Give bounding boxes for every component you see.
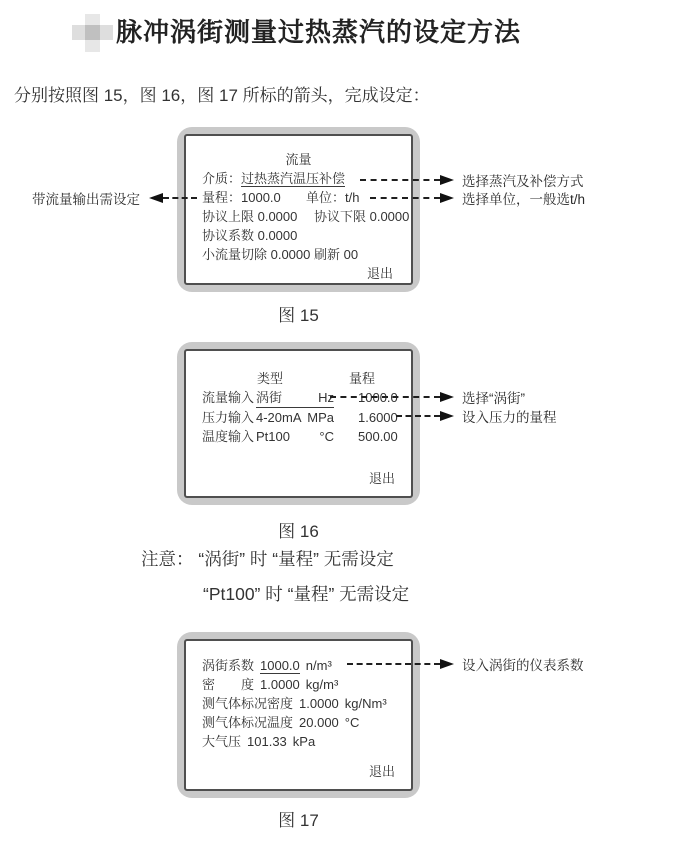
figure16-screen-display bbox=[184, 349, 413, 498]
row-label: 大气压 bbox=[202, 734, 242, 749]
unit-label: 单位： bbox=[306, 190, 346, 205]
medium-value: 过热蒸汽温压补偿 bbox=[241, 171, 346, 186]
small-flow-line bbox=[202, 245, 395, 264]
row-type: 涡街 bbox=[256, 390, 283, 405]
annotation-label: 选择蒸汽及补偿方式 bbox=[462, 174, 584, 189]
figure15-screen bbox=[177, 127, 420, 292]
note-line-1: 注意： “涡街” 时 “量程” 无需设定 bbox=[141, 549, 394, 569]
note-line-2: “Pt100” 时 “量程” 无需设定 bbox=[203, 584, 410, 604]
row-value: 101.33 bbox=[247, 734, 287, 749]
figure16-screen bbox=[177, 342, 420, 505]
row-value: 1.0000 bbox=[299, 696, 339, 711]
row-value: 1000.0 bbox=[260, 658, 300, 673]
arrow-right-icon bbox=[440, 659, 454, 669]
row-label: 温度输入 bbox=[202, 429, 255, 444]
screen-title: 流量 bbox=[285, 152, 312, 167]
row-unit: kg/m³ bbox=[305, 677, 339, 692]
range-value: 1000.0 bbox=[241, 190, 281, 205]
row-label: 密 度 bbox=[202, 677, 255, 692]
std-temperature-row bbox=[202, 713, 395, 732]
fig16-annotation-pressure bbox=[396, 407, 557, 425]
figure16-caption: 图 16 bbox=[278, 522, 319, 541]
figure15-screen-display bbox=[184, 134, 413, 285]
dashed-connector bbox=[370, 197, 440, 199]
fig17-annotation-coeff bbox=[347, 655, 584, 673]
annotation-label: 带流量输出需设定 bbox=[32, 192, 140, 207]
arrow-right-icon bbox=[440, 193, 454, 203]
small-flow-cut: 小流量切除 0.0000 bbox=[202, 247, 311, 262]
atmospheric-pressure-row bbox=[202, 732, 395, 751]
row-unit: n/m³ bbox=[305, 658, 332, 673]
arrow-right-icon bbox=[440, 392, 454, 402]
arrow-right-icon bbox=[440, 175, 454, 185]
page-title: 脉冲涡街测量过热蒸汽的设定方法 bbox=[116, 17, 522, 47]
annotation-label: 选择“涡街” bbox=[462, 391, 525, 406]
row-unit: °C bbox=[344, 715, 360, 730]
row-label: 涡街系数 bbox=[202, 658, 255, 673]
row-range: 500.00 bbox=[358, 429, 398, 444]
fig15-annotation-medium bbox=[360, 171, 584, 189]
row-label: 测气体标况温度 bbox=[202, 715, 294, 730]
fig15-annotation-left bbox=[32, 189, 197, 207]
row-range: 1.6000 bbox=[358, 410, 398, 425]
row-unit: kg/Nm³ bbox=[344, 696, 387, 711]
temperature-input-row bbox=[202, 427, 398, 446]
range-label: 量程： bbox=[202, 190, 242, 205]
row-type: 4-20mA bbox=[256, 410, 302, 425]
figure15-caption: 图 15 bbox=[278, 306, 319, 325]
dashed-connector bbox=[330, 396, 440, 398]
figure17-caption: 图 17 bbox=[278, 811, 319, 830]
row-label: 压力输入 bbox=[202, 410, 255, 425]
unit-value: t/h bbox=[345, 190, 360, 205]
row-value: 20.000 bbox=[299, 715, 339, 730]
row-type: Pt100 bbox=[256, 429, 290, 444]
annotation-label: 选择单位，一般选t/h bbox=[462, 192, 586, 207]
blurred-logo-icon bbox=[72, 14, 113, 52]
exit-button: 退出 bbox=[368, 764, 395, 779]
protocol-lower: 协议下限 0.0000 bbox=[314, 209, 410, 224]
medium-label: 介质： bbox=[202, 171, 242, 186]
row-unit: MPa bbox=[307, 410, 334, 425]
row-unit: kPa bbox=[292, 734, 316, 749]
pressure-input-row bbox=[202, 408, 398, 427]
range-column-header: 量程 bbox=[349, 371, 376, 386]
arrow-right-icon bbox=[440, 411, 454, 421]
dashed-connector bbox=[347, 663, 440, 665]
range-unit-line bbox=[202, 188, 395, 207]
exit-button: 退出 bbox=[366, 266, 393, 281]
annotation-label: 设入涡街的仪表系数 bbox=[462, 658, 584, 673]
dashed-connector bbox=[163, 197, 197, 199]
row-value: 1.0000 bbox=[260, 677, 300, 692]
intro-text: 分别按照图 15，图 16，图 17 所标的箭头，完成设定： bbox=[14, 86, 430, 105]
protocol-coeff-line: 协议系数 0.0000 bbox=[202, 228, 298, 243]
exit-button: 退出 bbox=[368, 471, 395, 486]
arrow-left-icon bbox=[149, 193, 163, 203]
fig15-annotation-unit bbox=[370, 189, 585, 207]
row-label: 测气体标况密度 bbox=[202, 696, 294, 711]
protocol-upper: 协议上限 0.0000 bbox=[202, 209, 298, 224]
protocol-limits-line bbox=[202, 207, 410, 226]
annotation-label: 设入压力的量程 bbox=[462, 410, 557, 425]
dashed-connector bbox=[396, 415, 440, 417]
std-density-row bbox=[202, 694, 395, 713]
row-unit: °C bbox=[319, 429, 334, 444]
type-column-header: 类型 bbox=[257, 371, 284, 386]
refresh-value: 刷新 00 bbox=[314, 247, 359, 262]
density-row bbox=[202, 675, 395, 694]
dashed-connector bbox=[360, 179, 440, 181]
row-label: 流量输入 bbox=[202, 390, 255, 405]
row-range: 1000.0 bbox=[358, 390, 398, 405]
row-unit: Hz bbox=[318, 390, 334, 405]
fig16-annotation-type bbox=[330, 388, 525, 406]
column-headers bbox=[202, 369, 395, 388]
